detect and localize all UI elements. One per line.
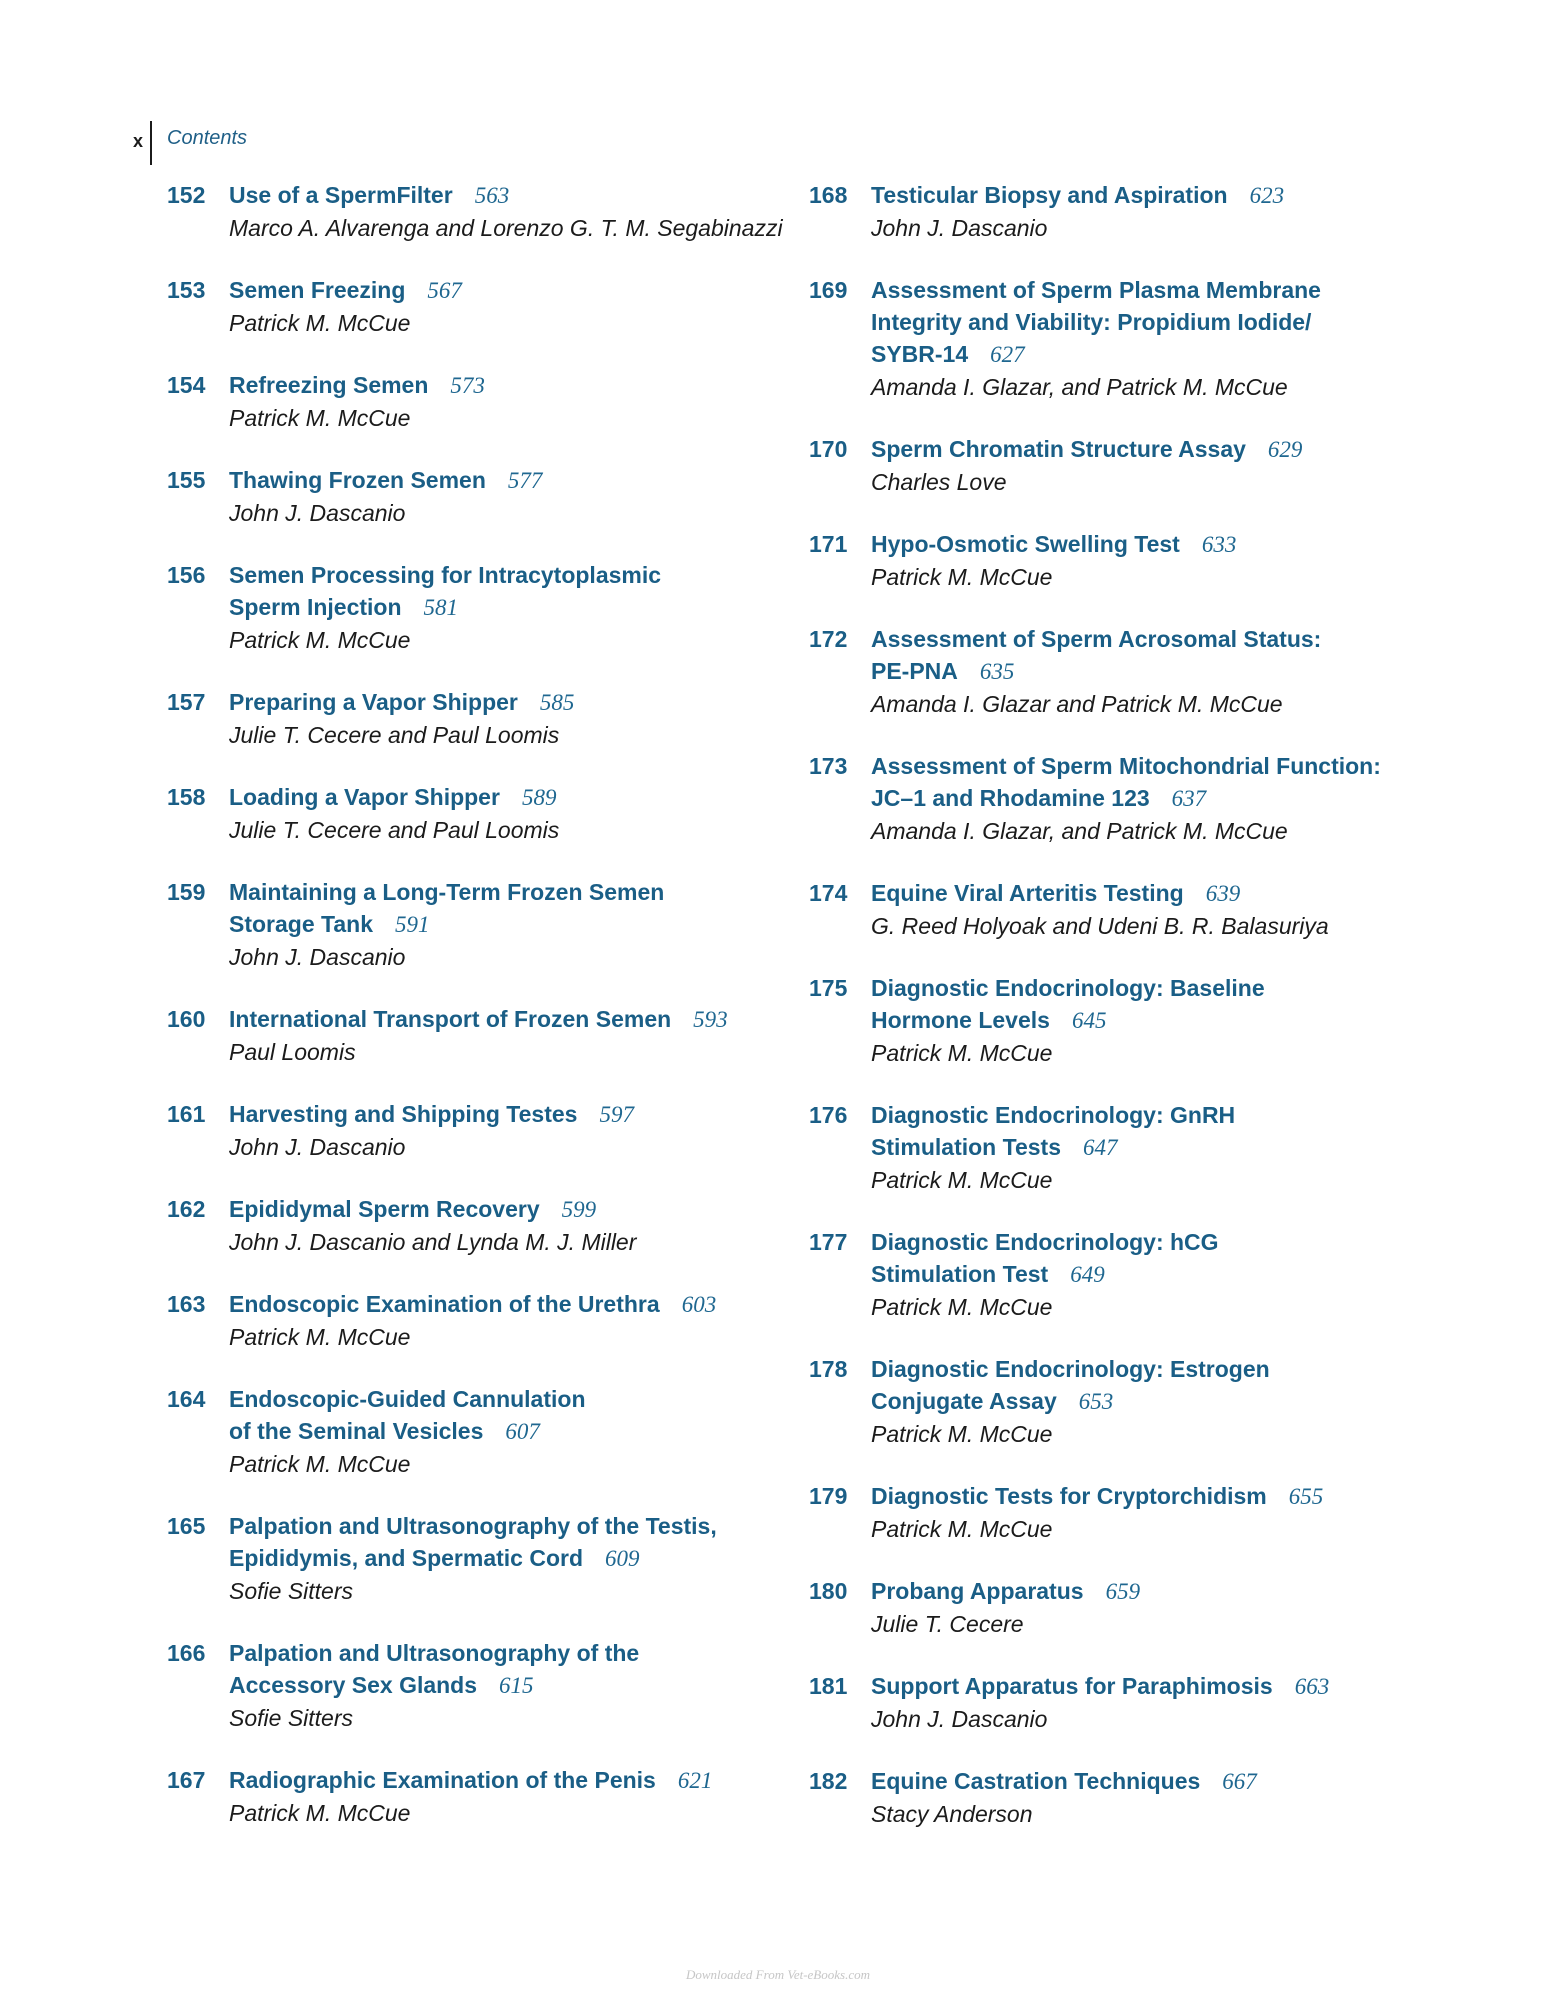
page-reference: 647	[1083, 1135, 1118, 1160]
chapter-number: 153	[167, 277, 206, 303]
chapter-title-text: Assessment of Sperm Plasma Membrane	[871, 277, 1321, 303]
chapter-author: John J. Dascanio	[229, 1134, 406, 1160]
chapter-author: Patrick M. McCue	[871, 1040, 1053, 1066]
chapter-title-line[interactable]	[229, 908, 787, 941]
page-reference: 623	[1249, 183, 1285, 208]
chapter-title-line[interactable]	[229, 1288, 787, 1321]
chapter-author: Julie T. Cecere and Paul Loomis	[229, 817, 560, 843]
page-reference: 607	[505, 1419, 540, 1444]
toc-entry[interactable]	[809, 1480, 1509, 1545]
chapter-author: John J. Dascanio	[229, 500, 406, 526]
chapter-title-text: Assessment of Sperm Acrosomal Status:	[871, 626, 1322, 652]
chapter-author: Patrick M. McCue	[871, 1421, 1053, 1447]
toc-entry[interactable]	[809, 1353, 1509, 1450]
chapter-title-text: Endoscopic Examination of the Urethra	[229, 1291, 660, 1317]
chapter-title-line[interactable]	[229, 1669, 787, 1702]
toc-entry[interactable]	[809, 750, 1509, 847]
page-reference: 597	[599, 1102, 634, 1127]
toc-entry[interactable]	[167, 1637, 787, 1734]
chapter-author: John J. Dascanio	[871, 215, 1048, 241]
chapter-title-text: Semen Processing for Intracytoplasmic	[229, 562, 662, 588]
chapter-title-line[interactable]	[871, 1226, 1509, 1258]
chapter-title-text: Radiographic Examination of the Penis	[229, 1767, 656, 1793]
chapter-title-text: Equine Viral Arteritis Testing	[871, 880, 1184, 906]
chapter-title-text: Assessment of Sperm Mitochondrial Function:	[871, 753, 1381, 779]
page-reference: 645	[1071, 1008, 1107, 1033]
chapter-title-line[interactable]	[871, 782, 1509, 815]
chapter-number: 155	[167, 467, 206, 493]
chapter-number: 160	[167, 1006, 206, 1032]
chapter-title-line[interactable]	[871, 1670, 1509, 1703]
page-reference: 567	[427, 278, 462, 303]
chapter-author: Stacy Anderson	[871, 1801, 1033, 1827]
chapter-title-text: Loading a Vapor Shipper	[229, 784, 500, 810]
chapter-title-line[interactable]	[229, 1383, 787, 1415]
chapter-author: Patrick M. McCue	[229, 1800, 411, 1826]
page-reference: 633	[1201, 532, 1237, 557]
chapter-number: 173	[809, 753, 848, 779]
chapter-title-text: of the Seminal Vesicles	[229, 1418, 484, 1444]
chapter-title-text: Endoscopic-Guided Cannulation	[229, 1386, 586, 1412]
chapter-author: Patrick M. McCue	[871, 1294, 1053, 1320]
chapter-title-line[interactable]	[871, 750, 1509, 782]
chapter-title-text: Sperm Injection	[229, 594, 402, 620]
chapter-title-text: Epididymal Sperm Recovery	[229, 1196, 540, 1222]
page-reference: 627	[990, 342, 1025, 367]
chapter-title-text: International Transport of Frozen Semen	[229, 1006, 672, 1032]
chapter-number: 180	[809, 1578, 848, 1604]
page-reference: 649	[1070, 1262, 1105, 1287]
chapter-number: 152	[167, 182, 206, 208]
chapter-title-text: Diagnostic Tests for Cryptorchidism	[871, 1483, 1267, 1509]
chapter-title-text: Semen Freezing	[229, 277, 406, 303]
toc-entry[interactable]	[809, 1226, 1509, 1323]
chapter-title-line[interactable]	[871, 1480, 1509, 1513]
chapter-number: 182	[809, 1768, 848, 1794]
chapter-title-text: Thawing Frozen Semen	[229, 467, 486, 493]
chapter-number: 174	[809, 880, 848, 906]
chapter-author: Patrick M. McCue	[229, 1324, 411, 1350]
toc-entry[interactable]	[167, 686, 787, 751]
chapter-title-line[interactable]	[871, 1004, 1509, 1037]
chapter-title-line[interactable]	[229, 1542, 787, 1575]
chapter-number: 167	[167, 1767, 206, 1793]
chapter-title-line[interactable]	[229, 591, 787, 624]
chapter-title-line[interactable]	[871, 1575, 1509, 1608]
chapter-author: Patrick M. McCue	[871, 1516, 1053, 1542]
chapter-title-text: Maintaining a Long-Term Frozen Semen	[229, 879, 665, 905]
chapter-title-text: Stimulation Test	[871, 1261, 1049, 1287]
toc-entry[interactable]	[809, 433, 1509, 498]
chapter-title-line[interactable]	[229, 781, 787, 814]
chapter-author: G. Reed Holyoak and Udeni B. R. Balasuriya	[871, 913, 1329, 939]
page-reference: 589	[521, 785, 557, 810]
page-reference: 637	[1171, 786, 1207, 811]
chapter-number: 178	[809, 1356, 848, 1382]
chapter-author: Patrick M. McCue	[871, 1167, 1053, 1193]
toc-entry[interactable]	[809, 1670, 1509, 1735]
chapter-title-line[interactable]	[871, 433, 1509, 466]
page-reference: 659	[1105, 1579, 1141, 1604]
chapter-title-text: Sperm Chromatin Structure Assay	[871, 436, 1246, 462]
chapter-number: 163	[167, 1291, 206, 1317]
chapter-number: 161	[167, 1101, 206, 1127]
chapter-title-line[interactable]	[229, 1510, 787, 1542]
chapter-author: Patrick M. McCue	[229, 627, 411, 653]
chapter-number: 177	[809, 1229, 848, 1255]
page-reference: 653	[1078, 1389, 1114, 1414]
page-reference: 603	[681, 1292, 717, 1317]
toc-entry[interactable]	[809, 274, 1509, 403]
page-reference: 599	[561, 1197, 597, 1222]
toc-entry[interactable]	[809, 528, 1509, 593]
page-reference: 591	[395, 912, 430, 937]
toc-entry[interactable]	[167, 559, 787, 656]
toc-entry[interactable]	[167, 1193, 787, 1258]
chapter-title-line[interactable]	[229, 559, 787, 591]
page-reference: 615	[499, 1673, 534, 1698]
chapter-number: 170	[809, 436, 848, 462]
chapter-title-line[interactable]	[871, 1765, 1509, 1798]
chapter-title-line[interactable]	[871, 306, 1509, 338]
toc-entry[interactable]	[809, 1765, 1509, 1830]
toc-entry[interactable]	[167, 876, 787, 973]
chapter-title-line[interactable]	[871, 972, 1509, 1004]
chapter-author: Sofie Sitters	[229, 1578, 353, 1604]
chapter-title-text: Testicular Biopsy and Aspiration	[871, 182, 1228, 208]
toc-entry[interactable]	[167, 781, 787, 846]
chapter-title-text: Support Apparatus for Paraphimosis	[871, 1673, 1273, 1699]
header-divider	[150, 121, 152, 165]
page-reference: 581	[423, 595, 459, 620]
chapter-title-line[interactable]	[229, 1003, 787, 1036]
chapter-title-text: Storage Tank	[229, 911, 373, 937]
chapter-title-text: Diagnostic Endocrinology: Baseline	[871, 975, 1265, 1001]
page-reference: 593	[693, 1007, 728, 1032]
chapter-author: Marco A. Alvarenga and Lorenzo G. T. M. Segabinazzi	[229, 215, 783, 241]
chapter-title-text: Probang Apparatus	[871, 1578, 1084, 1604]
chapter-title-line[interactable]	[229, 369, 787, 402]
chapter-author: Patrick M. McCue	[871, 564, 1053, 590]
chapter-title-text: Conjugate Assay	[871, 1388, 1057, 1414]
chapter-title-text: Equine Castration Techniques	[871, 1768, 1201, 1794]
chapter-number: 156	[167, 562, 206, 588]
page-reference: 655	[1288, 1484, 1324, 1509]
chapter-author: Amanda I. Glazar, and Patrick M. McCue	[871, 818, 1288, 844]
chapter-title-text: Palpation and Ultrasonography of the	[229, 1640, 640, 1666]
chapter-title-line[interactable]	[871, 877, 1509, 910]
chapter-author: Amanda I. Glazar, and Patrick M. McCue	[871, 374, 1288, 400]
chapter-title-text: Use of a SpermFilter	[229, 182, 453, 208]
toc-entry[interactable]	[167, 1288, 787, 1353]
section-title: Contents	[167, 127, 248, 149]
chapter-title-line[interactable]	[229, 876, 787, 908]
page-reference: 635	[979, 659, 1015, 684]
chapter-title-text: Refreezing Semen	[229, 372, 429, 398]
chapter-number: 162	[167, 1196, 206, 1222]
chapter-number: 164	[167, 1386, 206, 1412]
chapter-author: Patrick M. McCue	[229, 310, 411, 336]
chapter-author: John J. Dascanio	[871, 1706, 1048, 1732]
chapter-number: 154	[167, 372, 206, 398]
page-number: x	[133, 131, 144, 151]
chapter-title-line[interactable]	[871, 338, 1509, 371]
chapter-title-text: Hormone Levels	[871, 1007, 1050, 1033]
toc-entry[interactable]	[809, 1575, 1509, 1640]
chapter-author: Patrick M. McCue	[229, 405, 411, 431]
page-reference: 629	[1267, 437, 1303, 462]
chapter-author: Sofie Sitters	[229, 1705, 353, 1731]
chapter-title-text: PE-PNA	[871, 658, 958, 684]
page-reference: 563	[474, 183, 510, 208]
chapter-title-text: Palpation and Ultrasonography of the Testis,	[229, 1513, 717, 1539]
chapter-title-text: Diagnostic Endocrinology: GnRH	[871, 1102, 1236, 1128]
chapter-title-text: Stimulation Tests	[871, 1134, 1061, 1160]
chapter-title-line[interactable]	[871, 274, 1509, 306]
chapter-title-text: JC–1 and Rhodamine 123	[871, 785, 1150, 811]
toc-entry[interactable]	[809, 623, 1509, 720]
chapter-title-text: Integrity and Viability: Propidium Iodide/	[871, 309, 1312, 335]
toc-entry[interactable]	[809, 179, 1509, 244]
chapter-title-line[interactable]	[871, 1258, 1509, 1291]
chapter-number: 158	[167, 784, 206, 810]
chapter-author: Charles Love	[871, 469, 1007, 495]
toc-entry[interactable]	[167, 1764, 787, 1829]
page-reference: 609	[605, 1546, 640, 1571]
chapter-number: 159	[167, 879, 206, 905]
toc-entry[interactable]	[167, 1098, 787, 1163]
chapter-title-line[interactable]	[871, 655, 1509, 688]
chapter-number: 169	[809, 277, 848, 303]
chapter-number: 157	[167, 689, 206, 715]
page-reference: 639	[1205, 881, 1241, 906]
chapter-author: Paul Loomis	[229, 1039, 356, 1065]
chapter-title-line[interactable]	[229, 179, 787, 212]
chapter-title-line[interactable]	[871, 1385, 1509, 1418]
page-reference: 585	[539, 690, 575, 715]
chapter-title-line[interactable]	[871, 1099, 1509, 1131]
page-reference: 573	[450, 373, 485, 398]
download-watermark: Downloaded From Vet-eBooks.com	[685, 1967, 870, 1982]
chapter-number: 179	[809, 1483, 848, 1509]
chapter-title-text: Accessory Sex Glands	[229, 1672, 478, 1698]
chapter-number: 175	[809, 975, 848, 1001]
chapter-title-text: Preparing a Vapor Shipper	[229, 689, 518, 715]
page-reference: 577	[507, 468, 543, 493]
toc-entry[interactable]	[167, 369, 787, 434]
chapter-title-line[interactable]	[871, 179, 1509, 212]
toc-entry[interactable]	[167, 464, 787, 529]
chapter-title-line[interactable]	[229, 1193, 787, 1226]
toc-entry[interactable]	[809, 972, 1509, 1069]
chapter-number: 181	[809, 1673, 848, 1699]
toc-entry[interactable]	[167, 179, 787, 244]
chapter-author: John J. Dascanio	[229, 944, 406, 970]
chapter-title-text: Diagnostic Endocrinology: hCG	[871, 1229, 1219, 1255]
chapter-title-text: Hypo-Osmotic Swelling Test	[871, 531, 1180, 557]
chapter-number: 166	[167, 1640, 206, 1666]
chapter-number: 171	[809, 531, 848, 557]
page-reference: 667	[1222, 1769, 1257, 1794]
toc-entry[interactable]	[167, 274, 787, 339]
chapter-author: Patrick M. McCue	[229, 1451, 411, 1477]
chapter-title-line[interactable]	[871, 623, 1509, 655]
chapter-number: 176	[809, 1102, 848, 1128]
chapter-title-line[interactable]	[871, 1353, 1509, 1385]
toc-entry[interactable]	[167, 1383, 787, 1480]
chapter-title-text: Harvesting and Shipping Testes	[229, 1101, 578, 1127]
chapter-title-line[interactable]	[229, 686, 787, 719]
chapter-title-line[interactable]	[871, 528, 1509, 561]
chapter-author: John J. Dascanio and Lynda M. J. Miller	[229, 1229, 637, 1255]
chapter-title-line[interactable]	[871, 1131, 1509, 1164]
chapter-title-line[interactable]	[229, 274, 787, 307]
chapter-number: 172	[809, 626, 848, 652]
chapter-title-text: SYBR-14	[871, 341, 969, 367]
chapter-title-text: Diagnostic Endocrinology: Estrogen	[871, 1356, 1270, 1382]
chapter-author: Julie T. Cecere and Paul Loomis	[229, 722, 560, 748]
chapter-author: Julie T. Cecere	[871, 1611, 1024, 1637]
toc-entry[interactable]	[809, 1099, 1509, 1196]
chapter-title-line[interactable]	[229, 1637, 787, 1669]
chapter-title-line[interactable]	[229, 1415, 787, 1448]
page-reference: 663	[1294, 1674, 1330, 1699]
page-reference: 621	[677, 1768, 713, 1793]
chapter-title-line[interactable]	[229, 464, 787, 497]
chapter-author: Amanda I. Glazar and Patrick M. McCue	[871, 691, 1283, 717]
chapter-title-line[interactable]	[229, 1764, 787, 1797]
toc-entry[interactable]	[809, 877, 1509, 942]
chapter-title-text: Epididymis, and Spermatic Cord	[229, 1545, 584, 1571]
chapter-title-line[interactable]	[229, 1098, 787, 1131]
chapter-number: 168	[809, 182, 848, 208]
chapter-number: 165	[167, 1513, 206, 1539]
toc-entry[interactable]	[167, 1003, 787, 1068]
toc-entry[interactable]	[167, 1510, 787, 1607]
